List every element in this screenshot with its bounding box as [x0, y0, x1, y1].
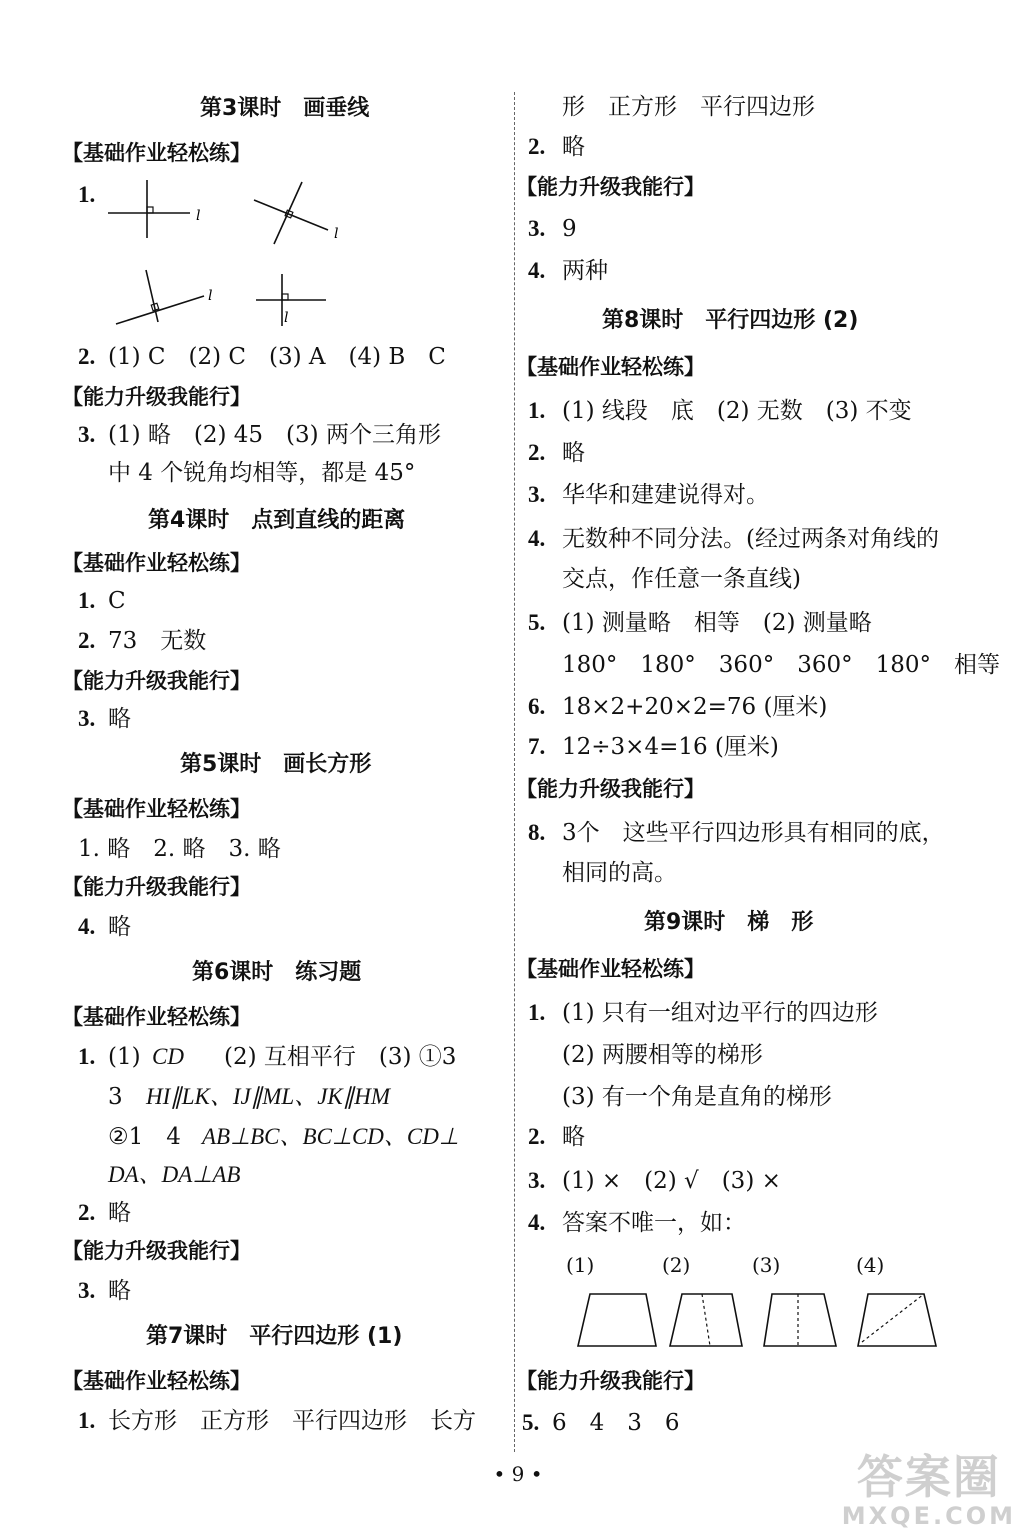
lesson-5-ability-heading: 【能力升级我能行】	[62, 875, 251, 899]
lesson-9-q3-answer: (1) × (2) √ (3) ×	[562, 1168, 781, 1194]
lesson-9-q1-number: 1.	[528, 1000, 546, 1025]
lesson-6-q1-part1-label: (1)	[108, 1044, 141, 1070]
lesson-5-q1-q3-answers: 1. 略 2. 略 3. 略	[78, 836, 281, 862]
lesson-3-q3-answer: (1) 略 (2) 45 (3) 两个三角形	[108, 422, 441, 448]
line-label: l	[334, 226, 339, 242]
lesson-6-q1-part2: (2) 互相平行 (3) ①3	[224, 1044, 457, 1070]
lesson-6-q3-answer: 略	[108, 1278, 131, 1304]
lesson-6-q1-line3-count: ②1 4	[108, 1124, 181, 1150]
trapezoid-figure-1	[576, 1292, 660, 1352]
perpendicular-figure-2	[254, 182, 364, 248]
lesson-3-q2-answer: (1) C (2) C (3) A (4) B C	[108, 344, 446, 370]
lesson-8-q4-number: 4.	[528, 526, 546, 551]
lesson-9-q5-number: 5.	[522, 1410, 540, 1435]
lesson-3-basic-heading: 【基础作业轻松练】	[62, 141, 251, 165]
lesson-8-q5-answer: (1) 测量略 相等 (2) 测量略	[562, 610, 872, 636]
trapezoid-figure-3	[762, 1292, 842, 1352]
lesson-3-q3-answer-cont: 中 4 个锐角均相等，都是 45°	[108, 460, 416, 486]
watermark-line2: MXQE.COM	[841, 1502, 1016, 1530]
lesson-8-q3-number: 3.	[528, 482, 546, 507]
lesson-4-q2-number: 2.	[78, 628, 96, 653]
lesson-8-q7-number: 7.	[528, 734, 546, 759]
lesson-7-q4-number: 4.	[528, 258, 546, 283]
lesson-9-q1-answer-2: (2) 两腰相等的梯形	[562, 1042, 763, 1068]
lesson-7-q2-number: 2.	[528, 134, 546, 159]
column-divider	[514, 92, 515, 1452]
lesson-8-q2-answer: 略	[562, 440, 585, 466]
line-label: l	[284, 310, 289, 326]
lesson-5-q4-number: 4.	[78, 914, 96, 939]
lesson-8-q4-answer: 无数种不同分法。(经过两条对角线的	[562, 526, 939, 552]
perpendicular-figure-4	[256, 270, 366, 330]
watermark-logo	[842, 1452, 1016, 1530]
lesson-9-q4-answer: 答案不唯一，如：	[562, 1210, 746, 1236]
lesson-3-q1-number: 1.	[78, 182, 96, 207]
lesson-6-q1-line2-count: 3	[108, 1084, 123, 1110]
perpendicular-figure-3	[116, 266, 236, 330]
lesson-5-title: 第5课时 画长方形	[180, 752, 372, 777]
lesson-3-ability-heading: 【能力升级我能行】	[62, 385, 251, 409]
lesson-8-q5-number: 5.	[528, 610, 546, 635]
trapezoid-label-4: (4)	[856, 1253, 885, 1277]
lesson-8-q1-number: 1.	[528, 398, 546, 423]
lesson-9-q3-number: 3.	[528, 1168, 546, 1193]
lesson-8-title: 第8课时 平行四边形 (2)	[602, 308, 859, 333]
trapezoid-label-2: (2)	[662, 1253, 691, 1277]
lesson-8-basic-heading: 【基础作业轻松练】	[516, 355, 705, 379]
lesson-8-q3-answer: 华华和建建说得对。	[562, 482, 769, 508]
lesson-8-q5-answer-cont: 180° 180° 360° 360° 180° 相等	[562, 652, 1000, 678]
lesson-6-q1-perpendicular-lines: AB⊥BC、BC⊥CD、CD⊥	[202, 1124, 459, 1149]
lesson-7-q1-answer-cont: 形 正方形 平行四边形	[562, 94, 815, 120]
perpendicular-figure-1	[108, 180, 218, 240]
page-number: • 9 •	[493, 1462, 543, 1486]
lesson-8-q8-answer: 3个 这些平行四边形具有相同的底，	[562, 820, 945, 846]
lesson-5-basic-heading: 【基础作业轻松练】	[62, 797, 251, 821]
lesson-6-q1-perpendicular-lines-cont: DA、DA⊥AB	[108, 1162, 241, 1187]
lesson-6-q1-part1-answer: CD	[152, 1044, 184, 1069]
lesson-7-q2-answer: 略	[562, 134, 585, 160]
lesson-4-q2-answer: 73 无数	[108, 628, 207, 654]
lesson-4-title: 第4课时 点到直线的距离	[148, 508, 406, 533]
trapezoid-figure-2	[668, 1292, 748, 1352]
lesson-4-ability-heading: 【能力升级我能行】	[62, 669, 251, 693]
lesson-8-ability-heading: 【能力升级我能行】	[516, 777, 705, 801]
lesson-6-q2-number: 2.	[78, 1200, 96, 1225]
lesson-7-q4-answer: 两种	[562, 258, 608, 284]
lesson-7-basic-heading: 【基础作业轻松练】	[62, 1369, 251, 1393]
line-label: l	[208, 288, 213, 304]
lesson-4-q3-number: 3.	[78, 706, 96, 731]
line-label: l	[196, 208, 201, 224]
lesson-8-q4-answer-cont: 交点，作任意一条直线)	[562, 566, 801, 592]
lesson-8-q1-answer: (1) 线段 底 (2) 无数 (3) 不变	[562, 398, 912, 424]
trapezoid-label-1: (1)	[566, 1253, 595, 1277]
lesson-7-q3-number: 3.	[528, 216, 546, 241]
lesson-3-title: 第3课时 画垂线	[200, 96, 370, 121]
lesson-7-ability-heading: 【能力升级我能行】	[516, 175, 705, 199]
watermark-line1: 答案圈	[856, 1450, 1001, 1504]
lesson-4-q1-answer: C	[108, 588, 126, 614]
lesson-3-q2-number: 2.	[78, 344, 96, 369]
lesson-8-q8-answer-cont: 相同的高。	[562, 860, 677, 886]
lesson-8-q2-number: 2.	[528, 440, 546, 465]
trapezoid-label-3: (3)	[752, 1253, 781, 1277]
lesson-9-q1-answer: (1) 只有一组对边平行的四边形	[562, 1000, 878, 1026]
lesson-8-q6-number: 6.	[528, 694, 546, 719]
lesson-9-ability-heading: 【能力升级我能行】	[516, 1369, 705, 1393]
lesson-6-q2-answer: 略	[108, 1200, 131, 1226]
lesson-9-q2-answer: 略	[562, 1124, 585, 1150]
lesson-6-ability-heading: 【能力升级我能行】	[62, 1239, 251, 1263]
lesson-8-q6-answer: 18×2+20×2=76 (厘米)	[562, 694, 828, 720]
lesson-9-title: 第9课时 梯 形	[644, 910, 814, 935]
lesson-9-q4-number: 4.	[528, 1210, 546, 1235]
lesson-9-q5-answer: 6 4 3 6	[552, 1410, 680, 1436]
lesson-6-q1-parallel-lines: HI∥LK、IJ∥ML、JK∥HM	[146, 1084, 391, 1109]
lesson-6-title: 第6课时 练习题	[192, 960, 362, 985]
lesson-9-basic-heading: 【基础作业轻松练】	[516, 957, 705, 981]
lesson-7-q3-answer: 9	[562, 216, 577, 242]
lesson-3-q3-number: 3.	[78, 422, 96, 447]
lesson-6-q1-number: 1.	[78, 1044, 96, 1069]
lesson-8-q8-number: 8.	[528, 820, 546, 845]
lesson-7-q1-answer: 长方形 正方形 平行四边形 长方	[108, 1408, 476, 1434]
lesson-6-basic-heading: 【基础作业轻松练】	[62, 1005, 251, 1029]
lesson-5-q4-answer: 略	[108, 914, 131, 940]
lesson-4-q1-number: 1.	[78, 588, 96, 613]
lesson-6-q3-number: 3.	[78, 1278, 96, 1303]
lesson-7-q1-number: 1.	[78, 1408, 96, 1433]
lesson-4-basic-heading: 【基础作业轻松练】	[62, 551, 251, 575]
lesson-4-q3-answer: 略	[108, 706, 131, 732]
lesson-8-q7-answer: 12÷3×4=16 (厘米)	[562, 734, 779, 760]
lesson-7-title: 第7课时 平行四边形 (1)	[146, 1324, 403, 1349]
lesson-9-q1-answer-3: (3) 有一个角是直角的梯形	[562, 1084, 832, 1110]
lesson-9-q2-number: 2.	[528, 1124, 546, 1149]
trapezoid-figure-4	[856, 1292, 940, 1352]
